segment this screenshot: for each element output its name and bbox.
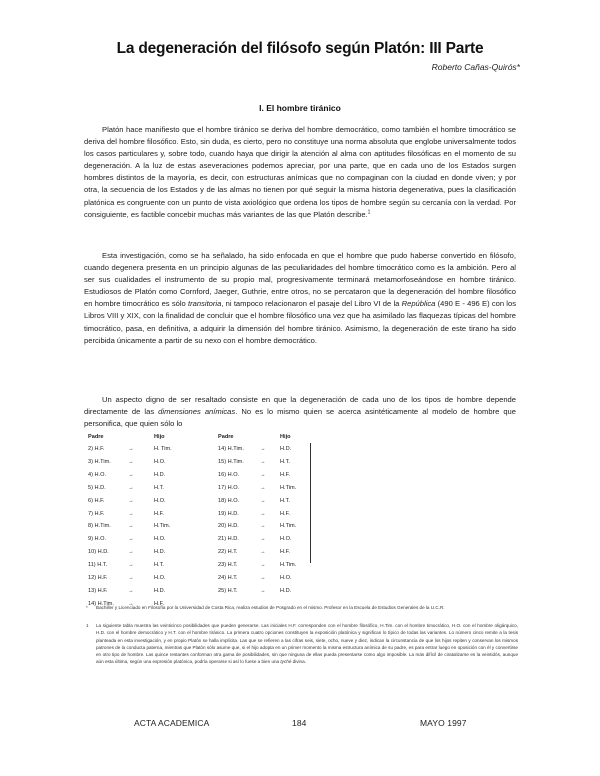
table-row-hijo: H.O.: [280, 575, 292, 581]
table-row-arrow: →: [128, 600, 134, 607]
table-row-hijo: H.D.: [154, 549, 166, 556]
table-row-hijo: H.T.: [154, 562, 164, 569]
table-row-arrow: →: [260, 536, 266, 543]
table-row-padre: 11) H.T.: [88, 562, 108, 569]
table-row-hijo: H.T.: [280, 497, 290, 504]
footnote-1-part2: divina.: [291, 659, 306, 665]
table-row-hijo: H.F.: [154, 600, 164, 607]
table-row-arrow: →: [260, 471, 266, 478]
footnote-1: [86, 622, 518, 666]
section-heading: I. El hombre tiránico: [259, 103, 341, 113]
table-row-arrow: →: [260, 587, 266, 594]
table-row-padre: 4) H.O.: [88, 471, 107, 478]
paragraph-3: [84, 394, 516, 430]
table-header-hijo-right: Hijo: [280, 434, 291, 440]
table-row-hijo: H.O.: [154, 575, 166, 581]
table-row-padre: 19) H.D.: [218, 510, 239, 517]
table-row-arrow: →: [128, 446, 134, 452]
table-row-arrow: →: [128, 587, 134, 594]
table-row-hijo: H.F.: [154, 510, 164, 517]
paragraph-2-italic2: República: [401, 299, 436, 309]
table-row-padre: 6) H.F.: [88, 497, 105, 504]
table-row-hijo: H.T.: [280, 458, 290, 465]
table-row-arrow: →: [128, 536, 134, 543]
table-row-arrow: →: [128, 484, 134, 491]
table-row-hijo: H.Tim.: [280, 523, 297, 530]
table-row-arrow: →: [128, 510, 134, 517]
table-row-hijo: H.O.: [154, 458, 166, 465]
table-row-padre: 23) H.T.: [218, 562, 238, 569]
paragraph-2-italic1: transitoria: [188, 299, 222, 309]
table-row-padre: 3) H.Tim.: [88, 458, 111, 465]
table-row-arrow: →: [128, 471, 134, 478]
table-row-hijo: H.F.: [280, 549, 290, 556]
table-row-arrow: →: [260, 575, 266, 581]
table-row-padre: 13) H.F.: [88, 587, 108, 594]
table-row-padre: 15) H.Tim.: [218, 458, 244, 465]
paragraph-2-part1: Esta investigación, como se ha señalado, ha sido enfocada en que el hombre que pudo haberse convertido en filósofo, cuando degenera presenta en un principio algunas de las peculiaridades del hombre timocrático como es la ambición. Pero al ser sus cualidades el instrumento de su propio mal, progresivamente terminará metamorfoseándose en hombre tiránico. Estudiosos de Platón como Cornford, Jaeger, Guthrie, entre otros, no se percataron que la degeneración del hombre filosófico en hombre timocrático es sólo: [84, 251, 516, 309]
table-row-padre: 14) H.Tim.: [218, 446, 244, 452]
footer-date: MAYO 1997: [420, 718, 467, 728]
table-row-padre: 20) H.D.: [218, 523, 239, 530]
table-row-hijo: H.D.: [154, 587, 166, 594]
table-row-hijo: H.O.: [280, 536, 292, 543]
table-header-padre-right: Padre: [218, 434, 234, 440]
footnote-author-text: Bachiller y Licenciado en Filosofía por la Universidad de Costa Rica, realiza estudios de Posgrado en el mismo. Profesor en la Escuela de Estudios Generales de la U.C.R.: [96, 605, 445, 610]
table-row-padre: 22) H.T.: [218, 549, 238, 556]
table-row-padre: 18) H.O.: [218, 497, 240, 504]
table-row-arrow: →: [260, 523, 266, 530]
table-row-hijo: H.D.: [154, 471, 166, 478]
footer-page-number: 184: [292, 718, 307, 728]
table-row-padre: 9) H.O.: [88, 536, 107, 543]
table-row-hijo: H.T.: [154, 484, 164, 491]
table-row-hijo: H.F.: [280, 471, 290, 478]
paragraph-2-part2: , ni tampoco relacionaron el pasaje del Libro VI de la: [221, 299, 402, 309]
paragraph-3-part2: . No es lo mismo quien se acerca asintéticamente al modelo de hombre que personifica, que quien sólo lo: [84, 407, 516, 429]
paragraph-2: [84, 250, 516, 347]
table-row-arrow: →: [260, 446, 266, 452]
table-row-arrow: →: [128, 497, 134, 504]
table-row-hijo: H. Tim.: [154, 446, 172, 452]
table-row-padre: 24) H.T.: [218, 575, 238, 581]
table-row-padre: 2) H.F.: [88, 446, 105, 452]
table-row-arrow: →: [260, 562, 266, 569]
table-row-arrow: →: [128, 575, 134, 581]
table-row-hijo: H.O.: [154, 497, 166, 504]
table-row-hijo: H.O.: [154, 536, 166, 543]
table-row-padre: 10) H.D.: [88, 549, 109, 556]
footnote-author-marker: *: [86, 605, 88, 610]
article-title: La degeneración del filósofo según Platón: III Parte: [116, 40, 484, 57]
table-row-arrow: →: [260, 497, 266, 504]
paragraph-3-italic1: dimensiones anímicas: [158, 407, 236, 417]
table-row-padre: 14) H.Tim.: [88, 600, 114, 607]
footer-journal: ACTA ACADEMICA: [134, 718, 210, 728]
table-row-padre: 21) H.D.: [218, 536, 239, 543]
table-row-hijo: H.Tim.: [280, 562, 297, 569]
table-row-hijo: H.F.: [280, 510, 290, 517]
footnote-1-text: [86, 622, 518, 666]
table-row-padre: 16) H.O.: [218, 471, 240, 478]
table-row-padre: 5) H.D.: [88, 484, 106, 491]
table-row-padre: 25) H.T.: [218, 587, 238, 594]
table-row-arrow: →: [260, 484, 266, 491]
paragraph-1-text: Platón hace manifiesto que el hombre tiránico se deriva del hombre democrático, como también el hombre timocrático se deriva del hombre filosófico. Esto, sin duda, es cierto, pero no constituye una norma absoluta que englobe universalmente todos los casos particulares y, sobre todo, cuando haya que dirigir la atención al alma con aptitudes filosóficas en el momento de su degeneración. A la luz de estas aseveraciones podemos apreciar, por una parte, que en cada uno de los Estados surgen hombres distintos de la mayoría, es decir, con estructuras anímicas que no compaginan con la ciudad en donde viven; y por otra, la secuencia de los Estados y de las almas no tienen por qué seguir la misma historia degenerativa, pues la clasificación platónica es congruente con un punto de vista axiológico que ordena los tipos de hombre según su cercanía con la verdad. Por consiguiente, es factible concebir muchas más variantes de las que Platón describe.: [84, 125, 516, 219]
table-row-padre: 7) H.F.: [88, 510, 105, 517]
table-row-padre: 8) H.Tim.: [88, 523, 111, 530]
footnote-1-part1: La siguiente tabla muestra las veinticinco posibilidades que pueden generarse. Las iniciales H.F. corresponden con el hombre filosófico, H.Tim. con el hombre timocrático, H.O. con el hombre oligárquico, H.D. con el hombre democrático y H.T. con el hombre tiránico. La primera cuatro opciones constituyen la exposición platónica y significan lo típico de todas las variantes. Lo número cinco remite a la tesis planteada en esta investigación, y en propio Platón se halla implícita. Las que se refieren a las cifras seis, siete, ocho, nueve y diez, indican la circunstancia de que los hijos repiten y conservan los mismos patrones de la conducta paterna, mientras que Platón sólo asume que, si el hijo adopta en un primer momento la misma estructura anímica de su padre, es para entrar luego en oposición con él y convertirse en otro tipo de hombre. Las quince restantes conforman otra gama de posibilidades, sin que ninguna de ellas pueda presentarse como algo imposible. La más difícil de ciratalizarse es la veintidós, aunque aún esta última, según una expresión platónica, podría operarse si así lo fuese a bien una: [96, 623, 518, 665]
table-row-arrow: →: [128, 562, 134, 569]
footnote-ref-1[interactable]: 1: [367, 209, 371, 216]
paragraph-3-part1: Un aspecto digno de ser resaltado consiste en que la degeneración de cada uno de los tipos de hombre depende directamente de las: [84, 395, 516, 417]
table-row-hijo: H.Tim.: [154, 523, 171, 530]
author-name: Roberto Cañas-Quirós*: [431, 62, 520, 72]
table-row-arrow: →: [260, 458, 266, 465]
table-divider: [310, 443, 311, 563]
footnote-1-marker: 1: [86, 623, 89, 628]
paragraph-1: [84, 124, 516, 221]
table-row-arrow: →: [128, 523, 134, 530]
table-row-padre: 17) H.O.: [218, 484, 240, 491]
table-row-arrow: →: [128, 549, 134, 556]
table-row-hijo: H.D.: [280, 446, 292, 452]
table-row-hijo: H.Tim.: [280, 484, 297, 491]
table-header-padre-left: Padre: [88, 434, 104, 440]
table-row-hijo: H.D.: [280, 587, 292, 594]
paragraph-2-part3: (490 E - 496 E) con los Libros VIII y XIX, con la finalidad de concluir que el hombre filosófico una vez que ha asimilado las flaquezas típicas del hombre timocrático, pasa, en definitiva, a adquirir la dimensión del hombre tiránico. Asimismo, la degeneración de este tirano ha sido percibida únicamente a partir de su nexo con el hombre democrático.: [84, 299, 517, 345]
table-header-hijo-left: Hijo: [154, 434, 165, 440]
table-row-padre: 12) H.F.: [88, 575, 108, 581]
table-row-arrow: →: [260, 549, 266, 556]
footnote-1-italic: tyché: [280, 659, 292, 665]
table-row-arrow: →: [128, 458, 134, 465]
table-row-arrow: →: [260, 510, 266, 517]
footnote-author: [86, 604, 518, 611]
